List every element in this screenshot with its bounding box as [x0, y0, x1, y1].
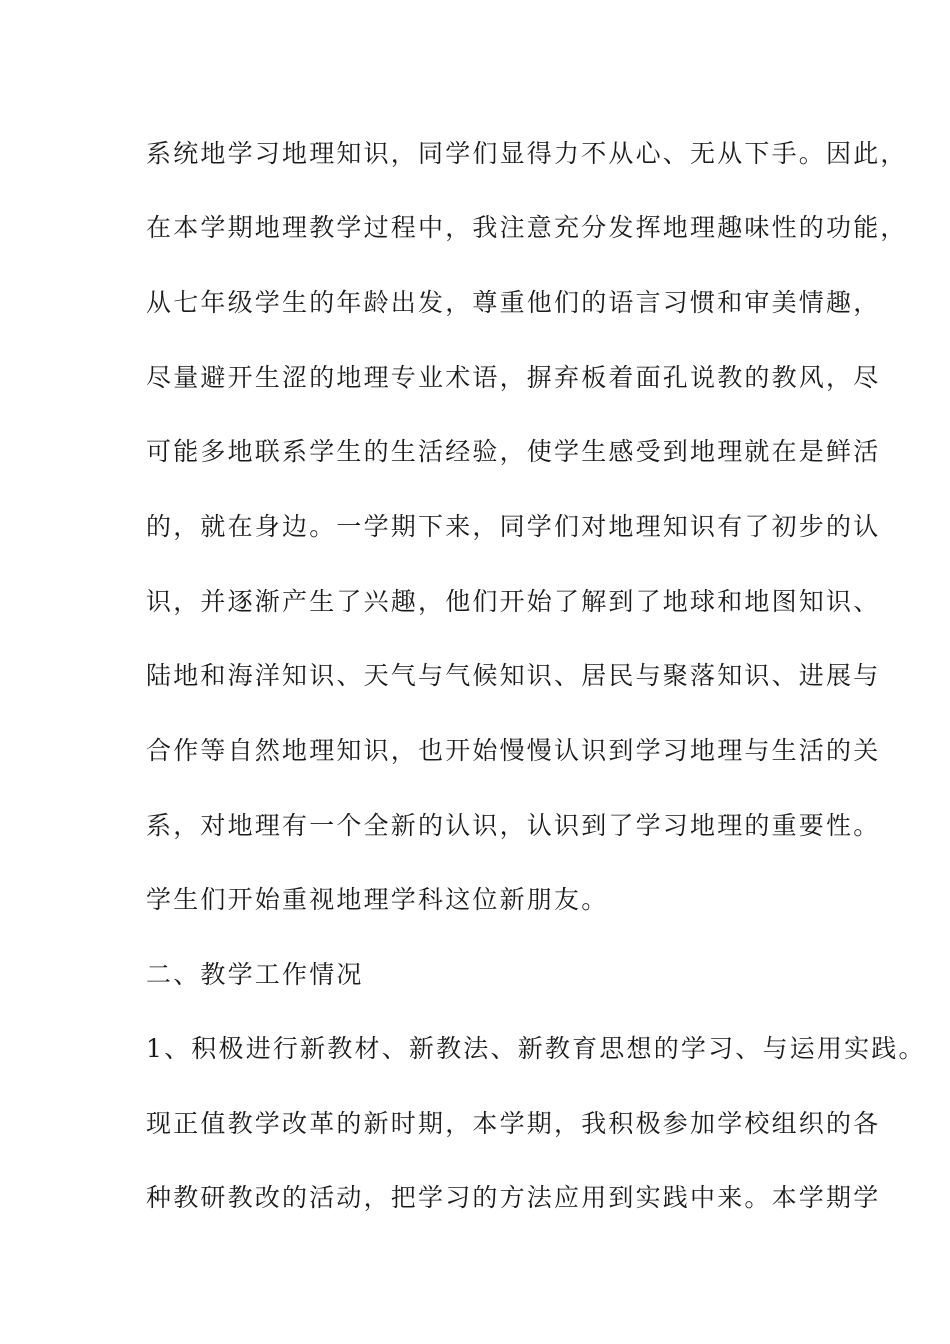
text-line: 系，对地理有一个全新的认识，认识到了学习地理的重要性。 — [146, 811, 881, 840]
text-line: 系统地学习地理知识，同学们显得力不从心、无从下手。因此， — [146, 139, 908, 168]
text-line: 的，就在身边。一学期下来，同学们对地理知识有了初步的认 — [146, 512, 881, 541]
text-line: 可能多地联系学生的生活经验，使学生感受到地理就在是鲜活 — [146, 437, 881, 466]
text-line: 学生们开始重视地理学科这位新朋友。 — [146, 885, 609, 914]
text-line: 识，并逐渐产生了兴趣，他们开始了解到了地球和地图知识、 — [146, 587, 881, 616]
text-line: 在本学期地理教学过程中，我注意充分发挥地理趣味性的功能， — [146, 213, 908, 242]
text-line: 从七年级学生的年龄出发，尊重他们的语言习惯和审美情趣， — [146, 288, 881, 317]
text-line: 合作等自然地理知识，也开始慢慢认识到学习地理与生活的关 — [146, 736, 881, 765]
text-line: 种教研教改的活动，把学习的方法应用到实践中来。本学期学 — [146, 1183, 881, 1212]
text-line: 尽量避开生涩的地理专业术语，摒弃板着面孔说教的教风，尽 — [146, 363, 881, 392]
text-line: 陆地和海洋知识、天气与气候知识、居民与聚落知识、进展与 — [146, 661, 881, 690]
text-line: 现正值教学改革的新时期，本学期，我积极参加学校组织的各 — [146, 1109, 881, 1138]
subsection-heading: 1、积极进行新教材、新教法、新教育思想的学习、与运用实践。 — [146, 1034, 926, 1063]
section-heading: 二、教学工作情况 — [146, 960, 364, 989]
